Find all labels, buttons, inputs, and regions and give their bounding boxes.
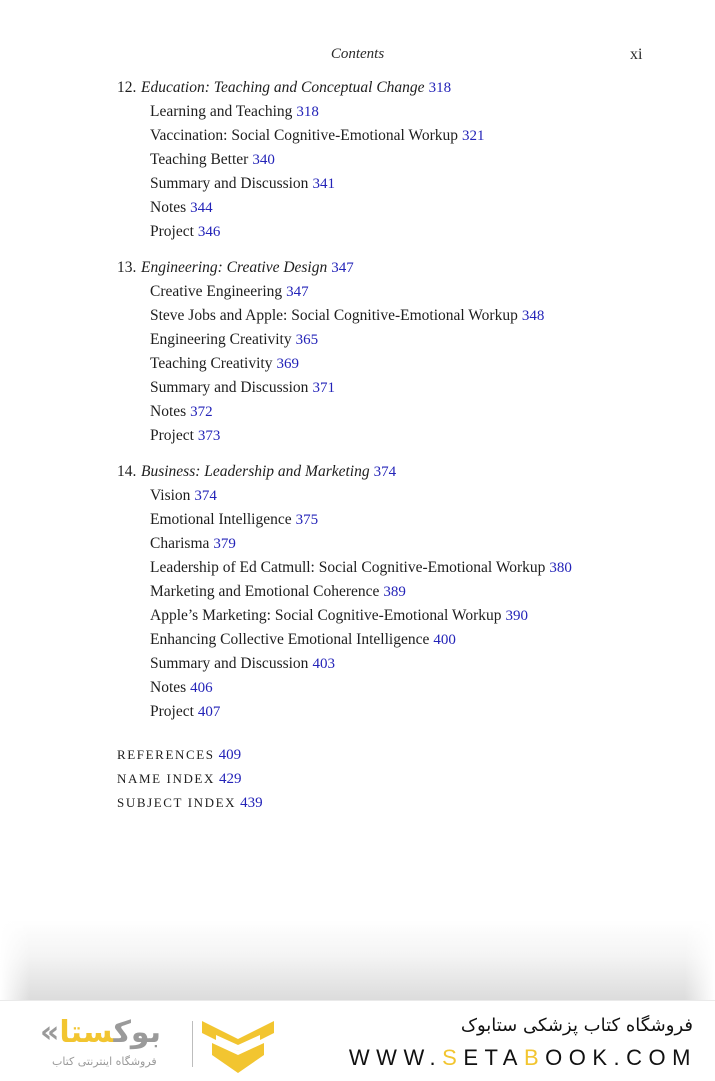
toc-entry[interactable] xyxy=(117,100,677,124)
chevron-logo-icon xyxy=(202,1015,274,1075)
page-link[interactable]: 341 xyxy=(312,176,335,192)
entry-title: Teaching Creativity xyxy=(150,355,273,372)
entry-title: Summary and Discussion xyxy=(150,175,309,192)
entry-title: Teaching Better xyxy=(150,151,249,168)
double-chevron-icon: « xyxy=(40,1015,60,1050)
toc-entry[interactable] xyxy=(117,604,677,628)
toc-entry[interactable] xyxy=(117,328,677,352)
toc-entry[interactable] xyxy=(117,652,677,676)
page-link[interactable]: 409 xyxy=(218,747,242,763)
chapter-number: 14. xyxy=(117,463,137,480)
entry-title: Notes xyxy=(150,199,187,216)
store-url[interactable]: WWW.SETABOOK.COM xyxy=(348,1045,697,1070)
page-link[interactable]: 403 xyxy=(312,656,335,672)
page-link[interactable]: 400 xyxy=(433,632,456,648)
toc-entry[interactable] xyxy=(117,532,677,556)
toc-entry[interactable] xyxy=(117,172,677,196)
entry-title: NAME INDEX xyxy=(117,771,215,786)
page-link[interactable]: 340 xyxy=(252,152,275,168)
chapter-title: Engineering: Creative Design xyxy=(141,259,328,276)
chapter-heading[interactable] xyxy=(117,76,677,100)
backmatter-name-index[interactable] xyxy=(117,767,263,791)
toc-entry[interactable] xyxy=(117,196,677,220)
entry-title: Engineering Creativity xyxy=(150,331,292,348)
page-link[interactable]: 379 xyxy=(213,536,236,552)
toc-entry[interactable] xyxy=(117,148,677,172)
page-link[interactable]: 371 xyxy=(312,380,335,396)
entry-title: Project xyxy=(150,427,194,444)
toc-entry[interactable] xyxy=(117,700,677,724)
page-link[interactable]: 318 xyxy=(428,80,452,96)
store-title: فروشگاه کتاب پزشکی ستابوک xyxy=(460,1015,693,1036)
page-link[interactable]: 429 xyxy=(218,771,242,787)
backmatter-references[interactable] xyxy=(117,743,263,767)
chapter-number: 13. xyxy=(117,259,137,276)
page-number: xi xyxy=(630,46,643,63)
logo-divider xyxy=(192,1021,193,1067)
page-link[interactable]: 365 xyxy=(295,332,319,348)
page-link[interactable]: 373 xyxy=(197,428,221,444)
chapter-heading[interactable] xyxy=(117,256,677,280)
chapter-13 xyxy=(117,256,677,448)
watermark-banner xyxy=(0,1000,715,1081)
entry-title: Project xyxy=(150,223,194,240)
page-link[interactable]: 372 xyxy=(190,404,213,420)
page-link[interactable]: 390 xyxy=(505,608,528,624)
page-link[interactable]: 375 xyxy=(295,512,319,528)
page-link[interactable]: 321 xyxy=(461,128,485,144)
toc-entry[interactable] xyxy=(117,220,677,244)
page-link[interactable]: 318 xyxy=(296,104,319,120)
page-link[interactable]: 344 xyxy=(190,200,213,216)
running-head: Contents xyxy=(330,46,385,62)
entry-title: Apple’s Marketing: Social Cognitive-Emotional Workup xyxy=(150,607,502,624)
toc-entry[interactable] xyxy=(117,676,677,700)
chapter-title: Business: Leadership and Marketing xyxy=(141,463,370,480)
store-logo[interactable] xyxy=(30,1013,280,1077)
entry-title: Summary and Discussion xyxy=(150,655,309,672)
chapter-12 xyxy=(117,76,677,244)
entry-title: Learning and Teaching xyxy=(150,103,293,120)
page-link[interactable]: 347 xyxy=(331,260,354,276)
page-link[interactable]: 389 xyxy=(383,584,406,600)
page-link[interactable]: 347 xyxy=(286,284,309,300)
page-link[interactable]: 374 xyxy=(373,464,397,480)
entry-title: SUBJECT INDEX xyxy=(117,795,237,810)
entry-title: Emotional Intelligence xyxy=(150,511,292,528)
toc-entry[interactable] xyxy=(117,484,677,508)
page-shadow xyxy=(0,920,715,1000)
backmatter-subject-index[interactable] xyxy=(117,791,263,815)
entry-title: Leadership of Ed Catmull: Social Cognitive-Emotional Workup xyxy=(150,559,546,576)
toc-entry[interactable] xyxy=(117,352,677,376)
entry-title: Charisma xyxy=(150,535,210,552)
page-link[interactable]: 406 xyxy=(190,680,213,696)
toc-entry[interactable] xyxy=(117,376,677,400)
entry-title: Vision xyxy=(150,487,191,504)
toc-entry[interactable] xyxy=(117,400,677,424)
entry-title: Notes xyxy=(150,403,187,420)
entry-title: Vaccination: Social Cognitive-Emotional Workup xyxy=(150,127,458,144)
page-link[interactable]: 346 xyxy=(197,224,221,240)
toc-entry[interactable] xyxy=(117,304,677,328)
chapter-number: 12. xyxy=(117,79,137,96)
entry-title: Steve Jobs and Apple: Social Cognitive-Emotional Workup xyxy=(150,307,518,324)
toc-entry[interactable] xyxy=(117,124,677,148)
page-link[interactable]: 380 xyxy=(549,560,572,576)
entry-title: Notes xyxy=(150,679,187,696)
toc-entry[interactable] xyxy=(117,508,677,532)
entry-title: Creative Engineering xyxy=(150,283,283,300)
entry-title: Project xyxy=(150,703,194,720)
page-link[interactable]: 439 xyxy=(240,795,263,811)
toc-entry[interactable] xyxy=(117,556,677,580)
toc-entry[interactable] xyxy=(117,280,677,304)
logo-subtitle: فروشگاه اینترنتی کتاب xyxy=(52,1055,157,1068)
entry-title: Marketing and Emotional Coherence xyxy=(150,583,380,600)
logo-wordmark: « بوکستا xyxy=(40,1015,161,1050)
page-link[interactable]: 374 xyxy=(194,488,217,504)
page-link[interactable]: 369 xyxy=(276,356,299,372)
page-link[interactable]: 348 xyxy=(521,308,545,324)
chapter-heading[interactable] xyxy=(117,460,677,484)
page-link[interactable]: 407 xyxy=(197,704,221,720)
chapter-14 xyxy=(117,460,677,724)
toc-entry[interactable] xyxy=(117,628,677,652)
toc-entry[interactable] xyxy=(117,424,677,448)
chapter-title: Education: Teaching and Conceptual Change xyxy=(141,79,425,96)
backmatter-list xyxy=(117,743,263,815)
entry-title: REFERENCES xyxy=(117,747,215,762)
entry-title: Summary and Discussion xyxy=(150,379,309,396)
entry-title: Enhancing Collective Emotional Intelligence xyxy=(150,631,430,648)
table-of-contents xyxy=(117,76,677,736)
toc-entry[interactable] xyxy=(117,580,677,604)
